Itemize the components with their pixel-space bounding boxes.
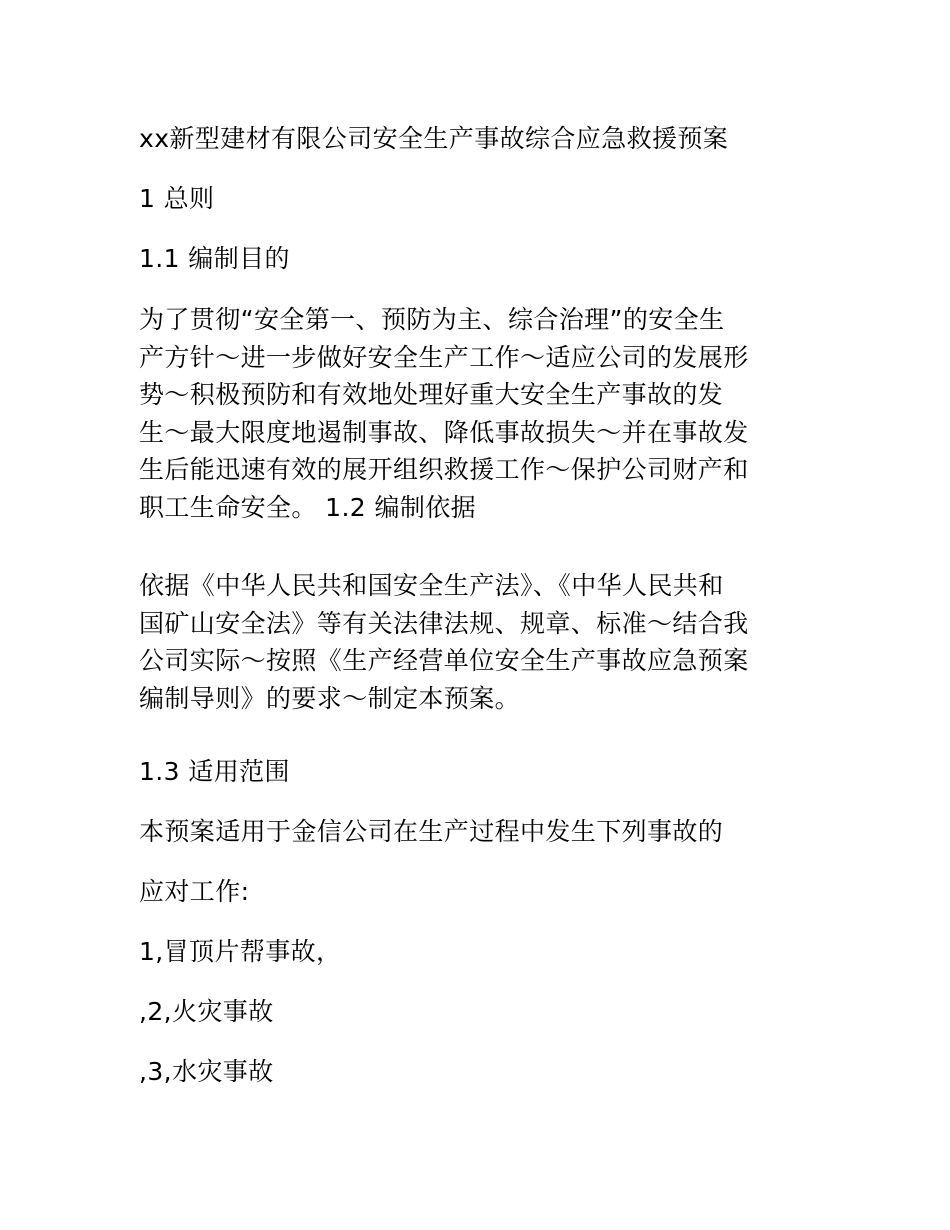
basis-paragraph — [139, 567, 811, 717]
section-heading-scope: 1.3 适用范围 — [139, 757, 290, 786]
list-item: 1,冒顶片帮事故， — [139, 937, 342, 966]
purpose-line: 产方针～进一步做好安全生产工作～适应公司的发展形 — [139, 342, 749, 372]
basis-line: 国矿山安全法》等有关法律法规、规章、标准～结合我 — [139, 608, 749, 638]
purpose-line: 为了贯彻“安全第一、预防为主、综合治理”的安全生 — [139, 305, 725, 334]
scope-paragraph-continued: 应对工作: — [139, 877, 250, 906]
basis-line: 公司实际～按照《生产经营单位安全生产事故应急预案 — [139, 646, 749, 675]
purpose-line: 生后能迅速有效的展开组织救援工作～保护公司财产和 — [139, 455, 749, 484]
purpose-line: 职工生命安全。 1.2 编制依据 — [139, 492, 477, 522]
list-item: ,3,水灾事故 — [139, 1057, 274, 1086]
basis-line: 编制导则》的要求～制定本预案。 — [139, 683, 521, 713]
scope-paragraph: 本预案适用于金信公司在生产过程中发生下列事故的 — [139, 817, 724, 846]
purpose-line: 势～积极预防和有效地处理好重大安全生产事故的发 — [139, 380, 724, 409]
purpose-paragraph — [139, 301, 811, 526]
document-title: xx新型建材有限公司安全生产事故综合应急救援预案 — [139, 124, 729, 153]
list-item: ,2,火灾事故 — [139, 997, 274, 1026]
purpose-line: 生～最大限度地遏制事故、降低事故损失～并在事故发 — [139, 417, 749, 447]
section-heading-purpose: 1.1 编制目的 — [139, 244, 290, 273]
section-heading-general: 1 总则 — [139, 184, 215, 213]
basis-line: 依据《中华人民共和国安全生产法》、《中华人民共和 — [139, 571, 724, 600]
